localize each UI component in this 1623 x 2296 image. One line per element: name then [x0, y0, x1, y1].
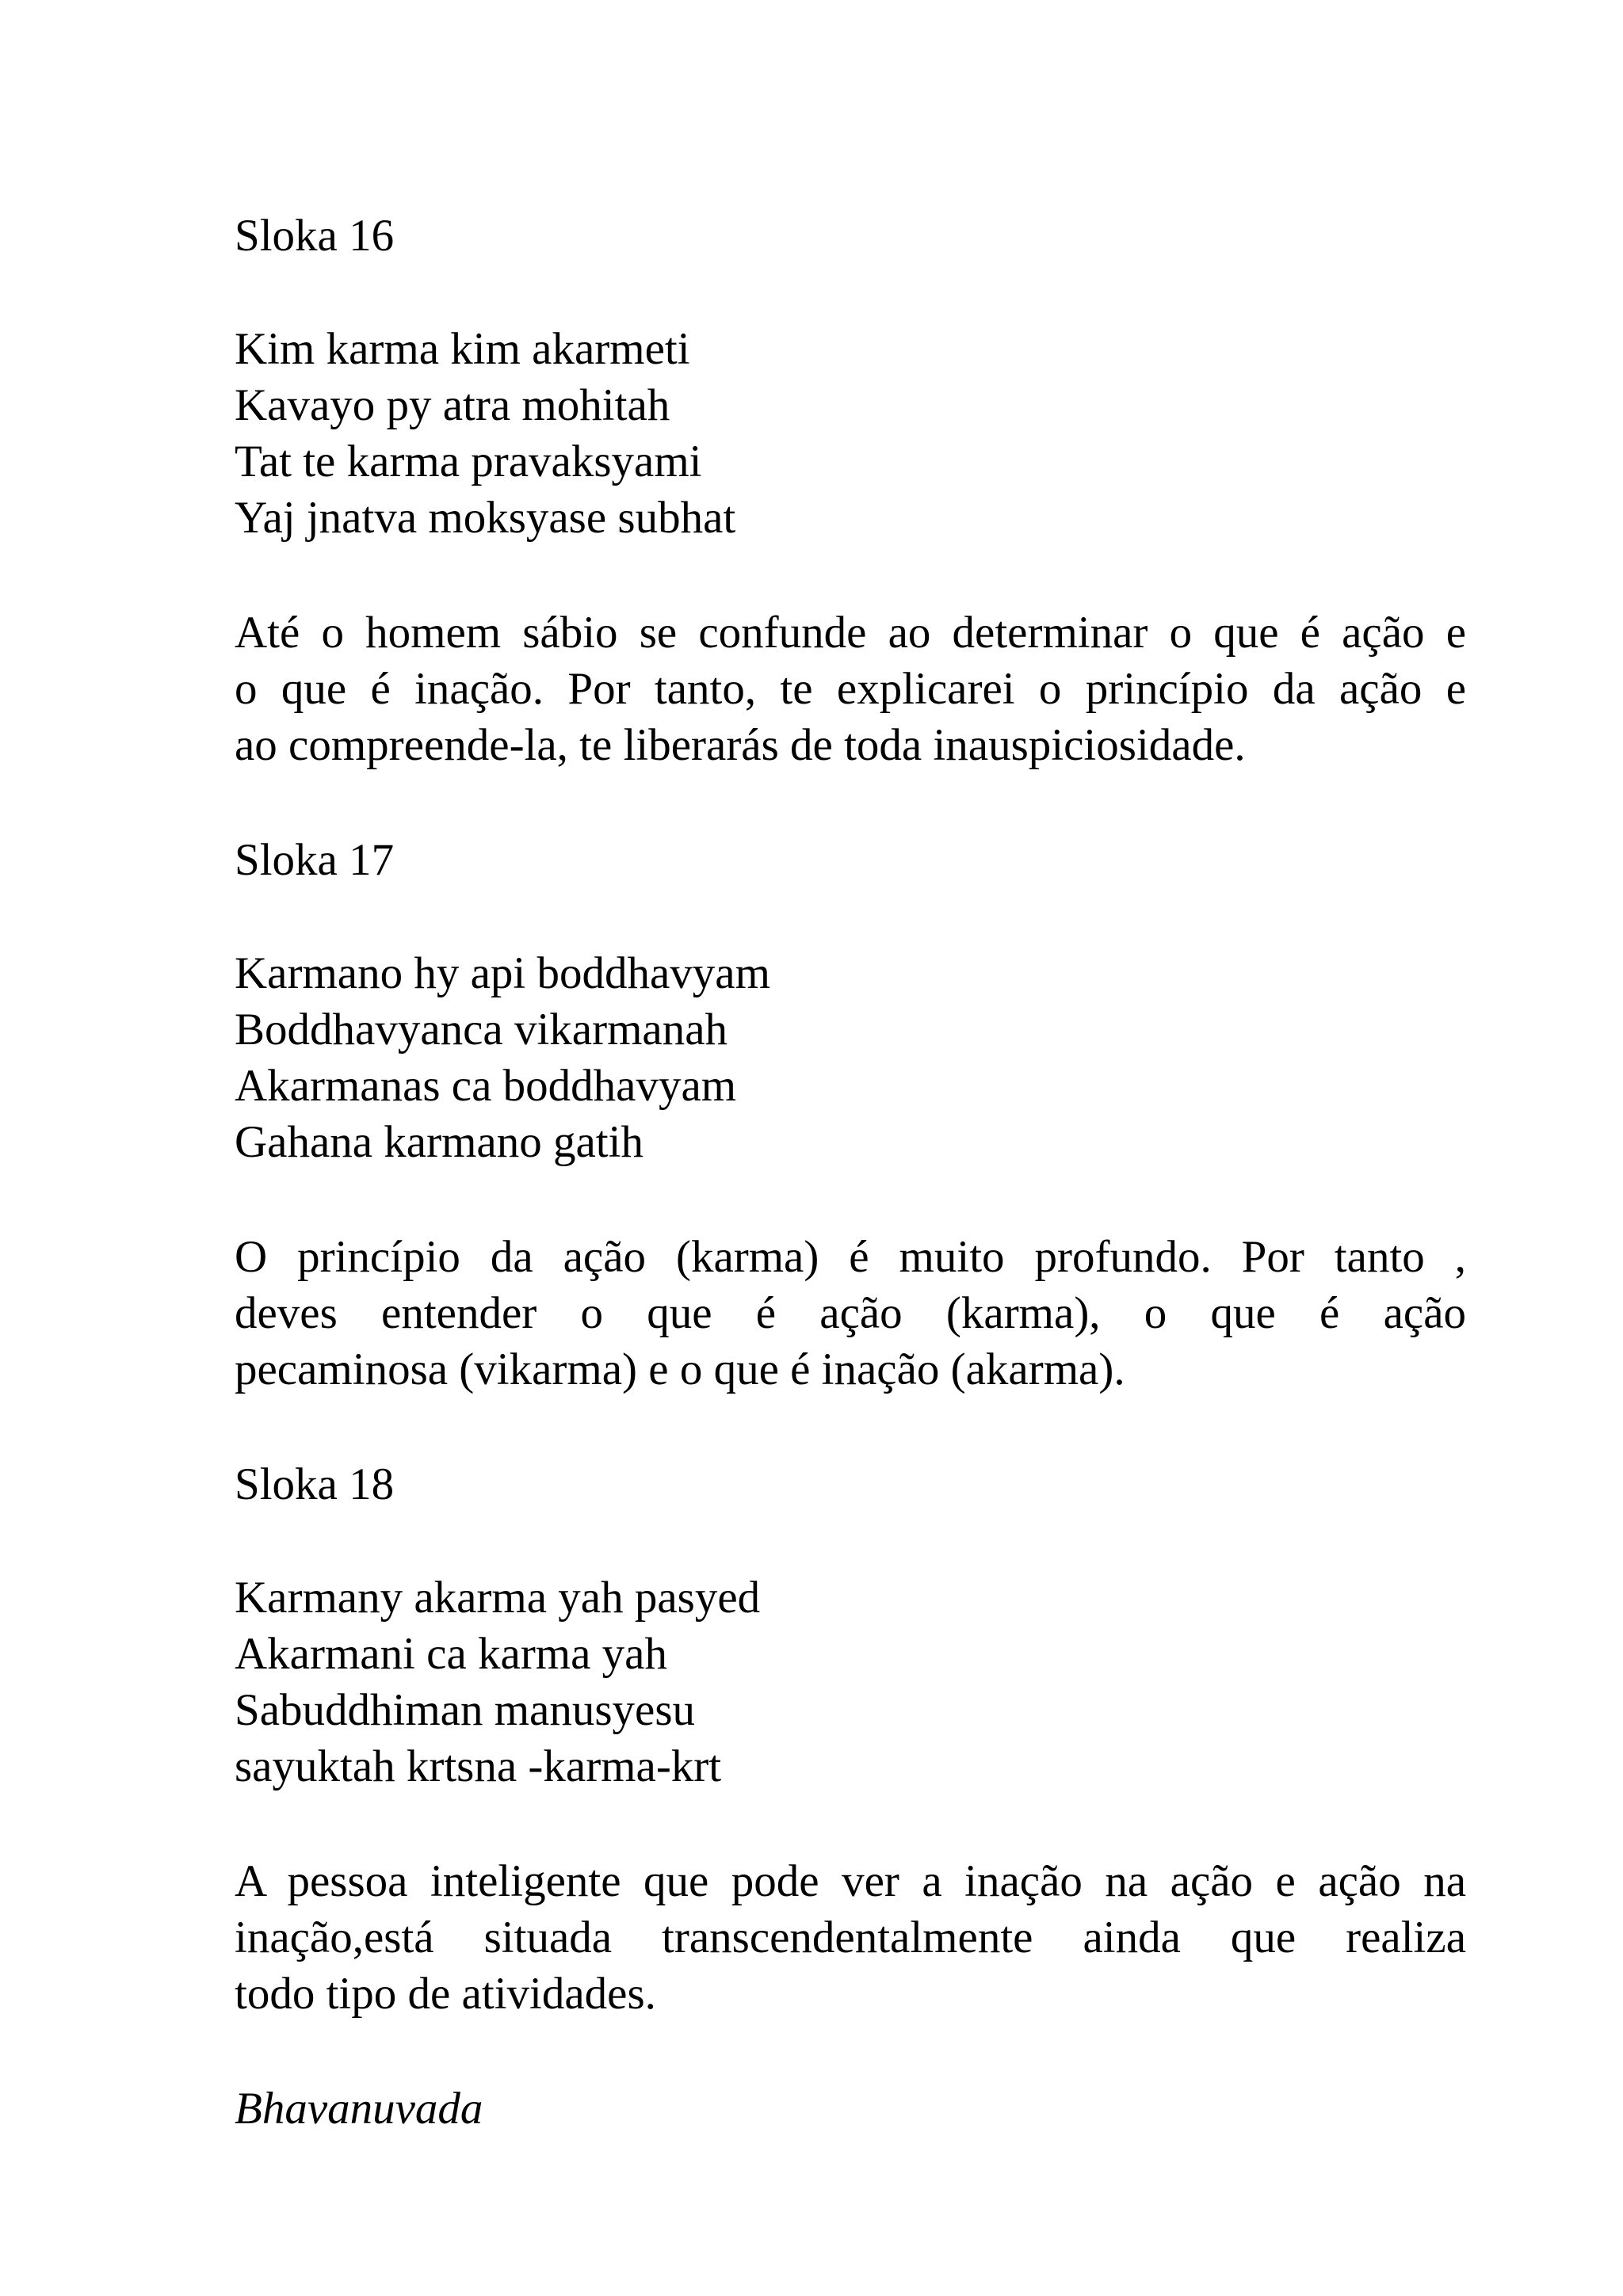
- verse-line: sayuktah krtsna -karma-krt: [235, 1741, 722, 1791]
- sloka-verse: [235, 321, 1466, 546]
- verse-line: Sabuddhiman manusyesu: [235, 1685, 696, 1735]
- sloka-translation: [235, 605, 1466, 773]
- verse-line: Akarmanas ca boddhavyam: [235, 1061, 737, 1111]
- sloka-heading-text: Sloka 16: [235, 211, 395, 261]
- commentary-heading: [235, 2081, 1466, 2137]
- verse-line: Tat te karma pravaksyami: [235, 437, 702, 486]
- sloka-heading-text: Sloka 18: [235, 1459, 395, 1509]
- sloka-verse: [235, 945, 1466, 1170]
- verse-line: Kim karma kim akarmeti: [235, 324, 690, 374]
- translation-line: A pessoa inteligente que pode ver a inação na ação e ação na: [235, 1856, 1466, 1906]
- translation-line: inação,está situada transcendentalmente ainda que realiza: [235, 1913, 1466, 1962]
- verse-line: Gahana karmano gatih: [235, 1117, 643, 1167]
- translation-line: ao compreende-la, te liberarás de toda inauspiciosidade.: [235, 720, 1246, 770]
- commentary-heading-text: Bhavanuvada: [235, 2084, 483, 2134]
- verse-line: Karmany akarma yah pasyed: [235, 1573, 761, 1623]
- translation-line: pecaminosa (vikarma) e o que é inação (akarma).: [235, 1344, 1125, 1394]
- sloka-verse: [235, 1569, 1466, 1794]
- sloka-heading: [235, 1456, 1466, 1512]
- sloka-translation: [235, 1853, 1466, 2022]
- verse-line: Akarmani ca karma yah: [235, 1629, 667, 1679]
- translation-line: O princípio da ação (karma) é muito profundo. Por tanto ,: [235, 1232, 1466, 1282]
- sloka-heading: [235, 208, 1466, 264]
- sloka-heading: [235, 832, 1466, 888]
- translation-line: deves entender o que é ação (karma), o que é ação: [235, 1288, 1466, 1338]
- translation-line: o que é inação. Por tanto, te explicarei o princípio da ação e: [235, 664, 1466, 714]
- sloka-heading-text: Sloka 17: [235, 835, 395, 885]
- verse-line: Yaj jnatva moksyase subhat: [235, 493, 736, 543]
- translation-line: Até o homem sábio se confunde ao determinar o que é ação e: [235, 608, 1466, 658]
- verse-line: Kavayo py atra mohitah: [235, 380, 670, 430]
- translation-line: todo tipo de atividades.: [235, 1969, 656, 2019]
- sloka-translation: [235, 1229, 1466, 1398]
- verse-line: Boddhavyanca vikarmanah: [235, 1005, 728, 1055]
- verse-line: Karmano hy api boddhavyam: [235, 948, 770, 998]
